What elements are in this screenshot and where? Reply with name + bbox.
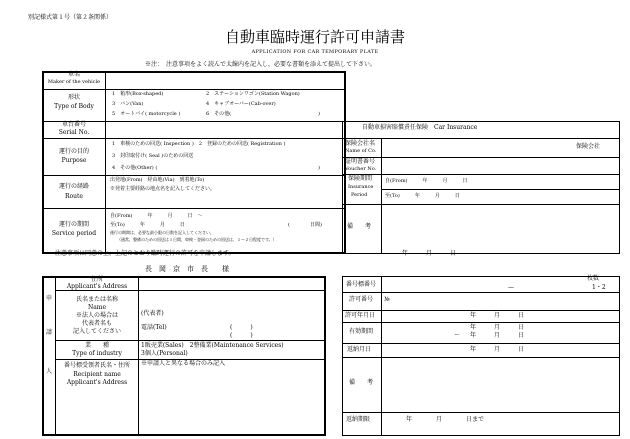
insurance-company-label: 保険会社名 bbox=[345, 140, 376, 147]
serial-label: 車台番号 bbox=[61, 121, 87, 128]
purpose-label: 運行の目的 bbox=[58, 148, 90, 155]
insurance-period-to[interactable]: 至(To) 年 月 日 bbox=[385, 193, 460, 199]
recipient-field[interactable] bbox=[141, 370, 323, 430]
purpose-option-1-2[interactable]: 1 車検のための回送( Inspection ) 2 登録のための回送( Registration ) bbox=[112, 141, 286, 147]
body-option-4[interactable]: 4 キャブオーバー(Cab-over) bbox=[206, 101, 276, 107]
certificate-number-field[interactable] bbox=[384, 159, 618, 172]
permit-date-value[interactable]: 年 月 日 bbox=[470, 312, 525, 319]
return-deadline-label: 返納期限 bbox=[346, 416, 371, 423]
plate-number-label: 番号標番号 bbox=[346, 281, 377, 288]
route-label-en: Route bbox=[65, 193, 83, 200]
plate-count-value[interactable]: 1・2 bbox=[592, 284, 606, 291]
body-option-6-close: ) bbox=[318, 111, 320, 117]
service-period-days[interactable]: ( 日間) bbox=[288, 222, 322, 228]
plate-number-dash: — bbox=[508, 284, 514, 291]
applicant-side-label-1: 申 bbox=[46, 295, 53, 302]
insurance-company-suffix: 保険会社 bbox=[576, 143, 601, 150]
applicant-side-label-2: 請 bbox=[46, 329, 53, 336]
office-remarks-label: 備 考 bbox=[349, 379, 374, 386]
insurance-period-label-en-2: Period bbox=[351, 192, 368, 198]
certificate-number-label: 証明書番号 bbox=[345, 158, 376, 165]
return-deadline-value[interactable]: 年 月 日まで bbox=[406, 416, 485, 423]
purpose-label-en: Purpose bbox=[61, 157, 87, 164]
body-option-6[interactable]: 6 その他( bbox=[206, 111, 232, 117]
phone-field-2[interactable]: ( ) bbox=[230, 332, 253, 339]
return-date-label: 返納月日 bbox=[347, 346, 372, 353]
insurance-period-label: 保険期間 bbox=[348, 175, 373, 182]
return-date-value[interactable]: 年 月 日 bbox=[470, 346, 525, 353]
applicant-address-label-en: Applicant's Address bbox=[66, 283, 128, 290]
vehicle-name-label-en: Maker of the vehicle bbox=[47, 79, 101, 85]
insurance-period-from[interactable]: 自(From) 年 月 日 bbox=[385, 178, 468, 184]
industry-option-3[interactable]: 3個人(Personal) bbox=[141, 350, 188, 357]
page-subtitle: APPLICATION FOR CAR TEMPORARY PLATE bbox=[251, 49, 379, 55]
purpose-option-4[interactable]: 4 その他(Other) ( bbox=[112, 165, 158, 171]
recipient-note: ※申請人と異なる場合のみ記入 bbox=[141, 360, 226, 367]
applicant-side-label-3: 人 bbox=[46, 368, 53, 375]
representative-label: (代表者) bbox=[141, 310, 164, 317]
service-period-note-2: （通常，整備のための回送は１日間，車検・登録のための回送は，１〜２日程度です。） bbox=[117, 237, 277, 242]
route-label: 運行の経路 bbox=[58, 183, 90, 190]
insurance-header: 自動車損害賠償責任保険 Car Insurance bbox=[362, 124, 478, 131]
body-option-5[interactable]: 5 オートバイ( motorcycle ) bbox=[112, 111, 181, 117]
purpose-option-4-close: ) bbox=[318, 165, 320, 171]
corporate-note-1: ※法人の場合は bbox=[75, 312, 119, 319]
application-statement: 注意事項に同意の上，上記のとおり臨時運行の許可を申請します。 bbox=[55, 250, 235, 257]
recipient-label-en-1: Recipient name bbox=[73, 371, 121, 378]
phone-label: 電話(Tel) bbox=[141, 324, 167, 331]
insurance-remarks-label: 備 考 bbox=[347, 223, 372, 230]
recipient-label-en-2: Applicant's Address bbox=[66, 379, 128, 386]
body-type-label-en: Type of Body bbox=[54, 103, 94, 110]
body-option-1[interactable]: 1 箱形(Box-shaped) bbox=[112, 91, 164, 97]
application-date[interactable]: 年 月 日 bbox=[402, 250, 457, 257]
instruction-note: ※注： 注意事項をよく読んで太線内を記入し，必要な書類を添えて提出して下さい。 bbox=[145, 61, 377, 68]
applicant-name-label: 氏名または名称 bbox=[75, 296, 119, 303]
page-title: 自動車臨時運行許可申請書 bbox=[224, 28, 406, 46]
validity-label: 有効期間 bbox=[349, 328, 374, 335]
industry-label-en: Type of industry bbox=[72, 350, 122, 357]
corporate-note-3: 記入してください bbox=[72, 328, 122, 335]
permit-number-label: 許可番号 bbox=[349, 296, 374, 303]
insurance-company-label-en: Name of Co. bbox=[345, 148, 377, 154]
permit-date-label: 許可年月日 bbox=[345, 312, 376, 319]
insurance-period-label-en-1: Insurance bbox=[348, 184, 374, 190]
industry-options-1-2[interactable]: 1販売業(Sales) 2整備業(Maintenance Services) bbox=[141, 342, 284, 349]
recipient-label: 番号標受領者氏名・住所 bbox=[63, 362, 131, 369]
serial-label-en: Serial No. bbox=[58, 129, 90, 136]
applicant-address-label: 住所 bbox=[90, 276, 104, 283]
industry-label: 業 種 bbox=[84, 342, 110, 349]
route-points[interactable]: 出発地(From) 経由地(Via) 到着地(To) bbox=[110, 177, 205, 183]
serial-field[interactable] bbox=[108, 124, 342, 136]
service-period-to[interactable]: 至(To) 年 月 日 bbox=[110, 222, 185, 228]
phone-field-1[interactable]: ( ) bbox=[230, 324, 253, 331]
validity-to[interactable]: 年 月 日 bbox=[470, 332, 525, 339]
corporate-note-2: 代表者名も bbox=[81, 320, 113, 327]
addressee: 長 岡 京 市 長 様 bbox=[145, 265, 229, 273]
plate-count-label: 枚数 bbox=[587, 275, 600, 282]
validity-tilde: 〜 bbox=[454, 332, 461, 339]
body-type-label: 形状 bbox=[67, 94, 81, 101]
insurance-remarks-field[interactable] bbox=[384, 207, 618, 252]
applicant-address-field[interactable] bbox=[141, 278, 323, 289]
route-note: ※発着主要経路の地点名を記入してください。 bbox=[110, 186, 216, 192]
vehicle-name-label: 車名 bbox=[67, 71, 81, 78]
office-remarks-field[interactable] bbox=[384, 360, 618, 410]
validity-from[interactable]: 年 月 日 bbox=[470, 324, 525, 331]
purpose-option-3[interactable]: 3 封印取付け( Seal )のための回送 bbox=[112, 153, 194, 159]
form-number-note: 別記様式第１号（第２条関係） bbox=[28, 14, 113, 21]
vehicle-name-field[interactable] bbox=[108, 74, 342, 87]
applicant-name-label-en: Name bbox=[87, 304, 107, 311]
body-option-2[interactable]: 2 ステーションワゴン(Station Wagon) bbox=[206, 91, 300, 97]
service-period-label: 運行の期間 bbox=[58, 221, 90, 228]
insurance-company-field[interactable] bbox=[384, 140, 572, 155]
certificate-number-label-en: Voucher No. bbox=[345, 166, 377, 172]
service-period-from[interactable]: 自(From) 年 月 日 〜 bbox=[110, 213, 203, 219]
permit-number-mark: № bbox=[384, 296, 390, 303]
service-period-note-1: 運行の期間は，必要な最小限の日数を記入してください。 bbox=[110, 230, 214, 235]
service-period-label-en: Service period bbox=[51, 230, 97, 237]
body-option-3[interactable]: 3 バン(Van) bbox=[112, 101, 144, 107]
